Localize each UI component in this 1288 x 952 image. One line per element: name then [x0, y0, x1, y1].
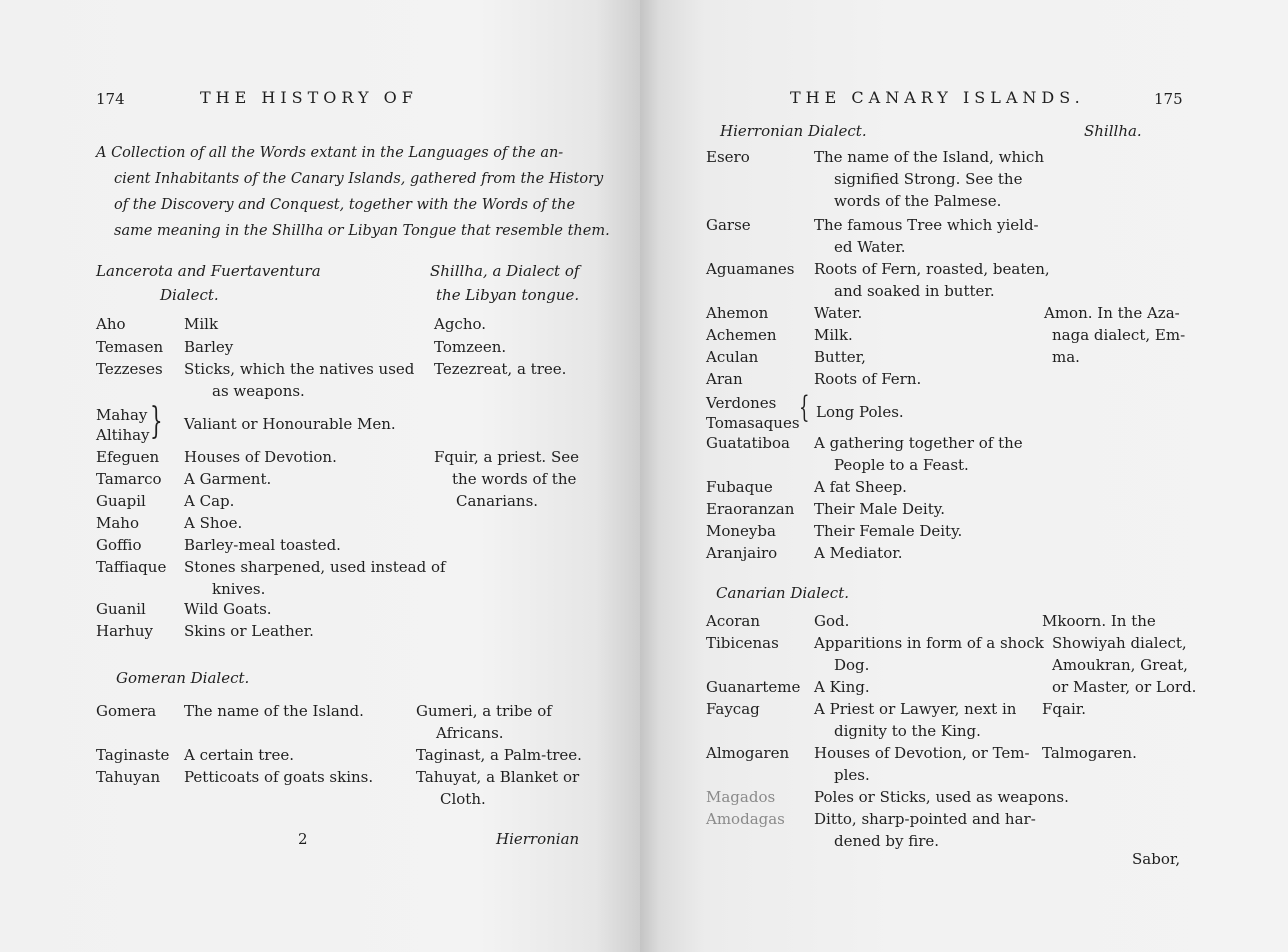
- word: Ahemon: [706, 304, 769, 322]
- meaning: Roots of Fern.: [814, 370, 922, 388]
- meaning: Barley: [184, 338, 234, 356]
- word: Guanil: [96, 600, 146, 618]
- word: Garse: [706, 216, 751, 234]
- meaning: dignity to the King.: [834, 722, 981, 740]
- meaning: Butter,: [814, 348, 866, 366]
- meaning: Sticks, which the natives used: [184, 360, 415, 378]
- word: Esero: [706, 148, 750, 166]
- word: Altihay: [96, 426, 150, 444]
- meaning: A Shoe.: [184, 514, 243, 532]
- meaning: Milk.: [814, 326, 853, 344]
- catchword: Sabor,: [1132, 850, 1181, 868]
- meaning: A Garment.: [184, 470, 272, 488]
- shillha-equivalent: the words of the: [452, 470, 577, 488]
- meaning: as weapons.: [212, 382, 305, 400]
- shillha-equivalent: Talmogaren.: [1042, 744, 1137, 762]
- shillha-equivalent: Canarians.: [456, 492, 539, 510]
- meaning: and soaked in butter.: [834, 282, 995, 300]
- shillha-equivalent: Agcho.: [434, 315, 487, 333]
- column-heading: Shillha, a Dialect of: [430, 262, 580, 280]
- word: Aho: [96, 315, 126, 333]
- meaning: Petticoats of goats skins.: [184, 768, 374, 786]
- meaning: The name of the Island.: [184, 702, 364, 720]
- brace: }: [150, 401, 163, 442]
- word: Guanarteme: [706, 678, 801, 696]
- running-head: THE HISTORY OF: [200, 88, 418, 107]
- shillha-equivalent: naga dialect, Em-: [1052, 326, 1186, 344]
- meaning: The famous Tree which yield-: [814, 216, 1039, 234]
- page-number: 175: [1154, 90, 1183, 108]
- meaning: People to a Feast.: [834, 456, 969, 474]
- column-heading: the Libyan tongue.: [436, 286, 580, 304]
- word: Taginaste: [96, 746, 170, 764]
- meaning: Houses of Devotion, or Tem-: [814, 744, 1030, 762]
- meaning: A Mediator.: [814, 544, 903, 562]
- shillha-equivalent: Showiyah dialect,: [1052, 634, 1187, 652]
- meaning: ed Water.: [834, 238, 906, 256]
- meaning: Skins or Leather.: [184, 622, 314, 640]
- meaning: Houses of Devotion.: [184, 448, 337, 466]
- meaning: Water.: [814, 304, 863, 322]
- meaning: Dog.: [834, 656, 870, 674]
- word: Faycag: [706, 700, 760, 718]
- catchword: Hierronian: [496, 830, 580, 848]
- word: Goffio: [96, 536, 142, 554]
- meaning: words of the Palmese.: [834, 192, 1002, 210]
- word: Eraoranzan: [706, 500, 795, 518]
- meaning: A Priest or Lawyer, next in: [814, 700, 1017, 718]
- meaning: Apparitions in form of a shock: [814, 634, 1044, 652]
- word: Magados: [706, 788, 776, 806]
- word: Fubaque: [706, 478, 773, 496]
- shillha-equivalent: Amoukran, Great,: [1052, 656, 1188, 674]
- meaning: dened by fire.: [834, 832, 940, 850]
- word: Achemen: [706, 326, 777, 344]
- shillha-equivalent: or Master, or Lord.: [1052, 678, 1197, 696]
- word: Temasen: [96, 338, 164, 356]
- section-heading: Canarian Dialect.: [716, 584, 850, 602]
- shillha-equivalent: Africans.: [436, 724, 504, 742]
- word: Almogaren: [706, 744, 790, 762]
- word: Guapil: [96, 492, 146, 510]
- word: Aran: [706, 370, 743, 388]
- intro-line: of the Discovery and Conquest, together with the Words of the: [114, 197, 576, 213]
- word: Tamarco: [96, 470, 162, 488]
- meaning: A Cap.: [184, 492, 235, 510]
- word: Efeguen: [96, 448, 160, 466]
- intro-paragraph: [96, 140, 610, 244]
- word: Tibicenas: [706, 634, 779, 652]
- shillha-equivalent: Fqair.: [1042, 700, 1087, 718]
- meaning: Long Poles.: [816, 403, 904, 421]
- word: Taffiaque: [96, 558, 167, 576]
- word: Guatatiboa: [706, 434, 790, 452]
- shillha-equivalent: Tezezreat, a tree.: [434, 360, 567, 378]
- meaning: God.: [814, 612, 850, 630]
- meaning: Ditto, sharp-pointed and har-: [814, 810, 1036, 828]
- column-heading: Lancerota and Fuertaventura: [96, 262, 321, 280]
- shillha-equivalent: Cloth.: [440, 790, 486, 808]
- meaning: Stones sharpened, used instead of: [184, 558, 446, 576]
- running-head: THE CANARY ISLANDS.: [790, 88, 1085, 107]
- shillha-equivalent: Tahuyat, a Blanket or: [416, 768, 580, 786]
- meaning: Wild Goats.: [184, 600, 272, 618]
- meaning: A King.: [814, 678, 870, 696]
- meaning: Their Male Deity.: [814, 500, 946, 518]
- word: Harhuy: [96, 622, 153, 640]
- word: Aguamanes: [706, 260, 795, 278]
- shillha-equivalent: Mkoorn. In the: [1042, 612, 1156, 630]
- word: Tezzeses: [96, 360, 163, 378]
- brace: {: [799, 390, 810, 425]
- word: Tahuyan: [96, 768, 161, 786]
- meaning: A gathering together of the: [814, 434, 1023, 452]
- meaning: Roots of Fern, roasted, beaten,: [814, 260, 1050, 278]
- meaning: Milk: [184, 315, 219, 333]
- shillha-equivalent: Gumeri, a tribe of: [416, 702, 552, 720]
- section-heading: Gomeran Dialect.: [116, 669, 250, 687]
- meaning: The name of the Island, which: [814, 148, 1044, 166]
- left-page: [0, 0, 640, 952]
- meaning: knives.: [212, 580, 266, 598]
- shillha-equivalent: Fquir, a priest. See: [434, 448, 579, 466]
- word: Gomera: [96, 702, 157, 720]
- word: Mahay: [96, 406, 148, 424]
- meaning: A certain tree.: [184, 746, 294, 764]
- word: Aculan: [706, 348, 759, 366]
- meaning: signified Strong. See the: [834, 170, 1023, 188]
- intro-line: same meaning in the Shillha or Libyan Tongue that resemble them.: [114, 223, 610, 239]
- meaning: ples.: [834, 766, 870, 784]
- meaning: Poles or Sticks, used as weapons.: [814, 788, 1069, 806]
- shillha-equivalent: Tomzeen.: [434, 338, 507, 356]
- right-page: [640, 0, 1288, 952]
- signature-mark: 2: [298, 830, 308, 848]
- word: Tomasaques: [706, 414, 800, 432]
- meaning: Valiant or Honourable Men.: [184, 415, 396, 433]
- word: Maho: [96, 514, 139, 532]
- intro-line: A Collection of all the Words extant in the Languages of the an-: [96, 145, 564, 161]
- shillha-equivalent: ma.: [1052, 348, 1080, 366]
- word: Verdones: [706, 394, 777, 412]
- meaning: A fat Sheep.: [814, 478, 907, 496]
- meaning: Their Female Deity.: [814, 522, 963, 540]
- word: Amodagas: [706, 810, 785, 828]
- shillha-equivalent: Amon. In the Aza-: [1044, 304, 1180, 322]
- word: Moneyba: [706, 522, 776, 540]
- word: Aranjairo: [706, 544, 778, 562]
- intro-line: cient Inhabitants of the Canary Islands, gathered from the History: [114, 171, 604, 187]
- meaning: Barley-meal toasted.: [184, 536, 341, 554]
- section-heading: Hierronian Dialect.: [720, 122, 867, 140]
- shillha-equivalent: Taginast, a Palm-tree.: [416, 746, 582, 764]
- word: Acoran: [706, 612, 761, 630]
- column-heading: Dialect.: [160, 286, 219, 304]
- page-number: 174: [96, 90, 125, 108]
- column-heading: Shillha.: [1084, 122, 1142, 140]
